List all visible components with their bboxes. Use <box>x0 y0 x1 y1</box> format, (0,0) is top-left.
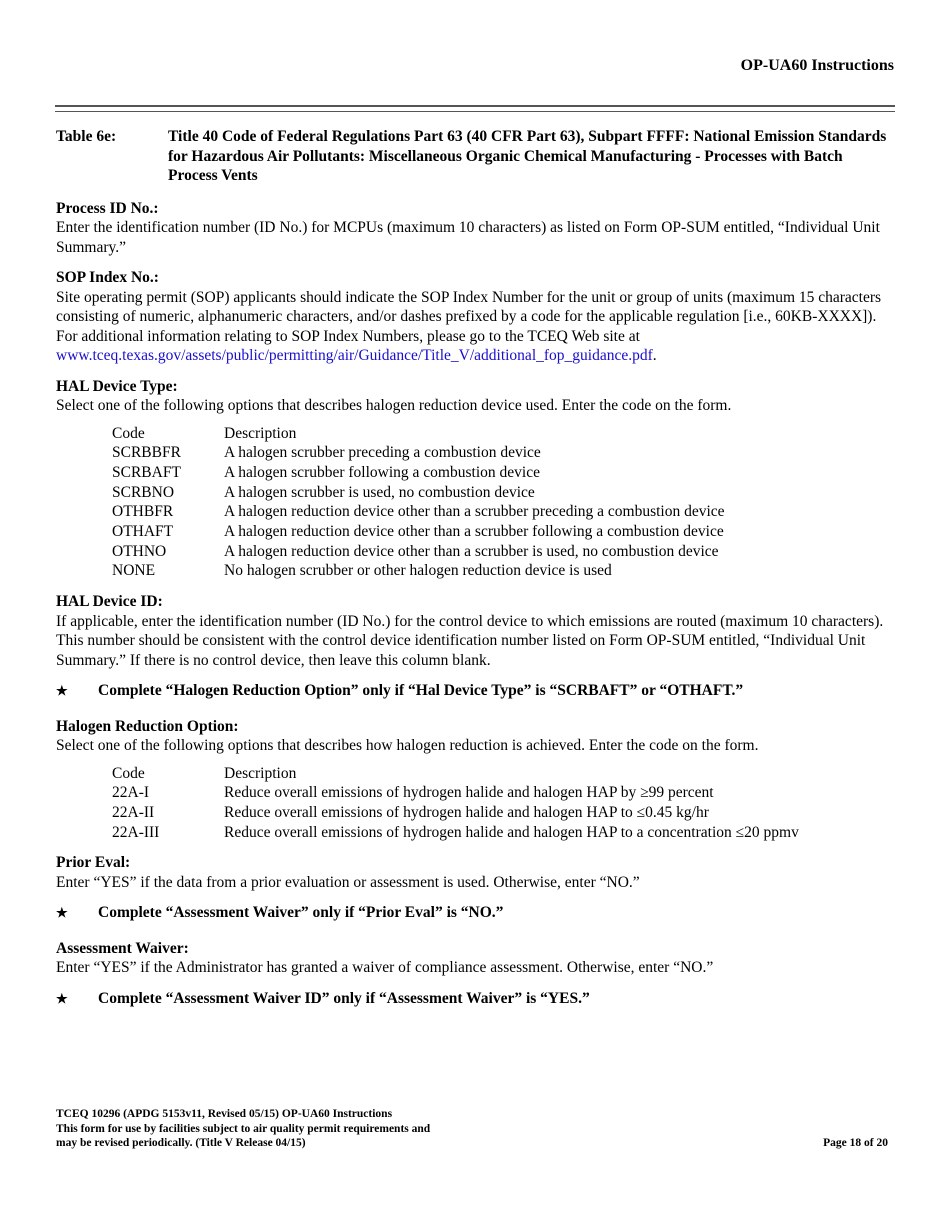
instruction-note <box>56 903 894 923</box>
instruction-note-text: Complete “Assessment Waiver” only if “Prior Eval” is “NO.” <box>98 904 504 922</box>
description: A halogen scrubber preceding a combustion device <box>224 444 541 462</box>
code-column-header: Code <box>112 424 145 442</box>
description: A halogen scrubber is used, no combustion device <box>224 483 535 501</box>
code-table-header <box>112 764 894 784</box>
page-number: Page 18 of 20 <box>823 1137 888 1149</box>
instruction-note-text: Complete “Halogen Reduction Option” only if “Hal Device Type” is “SCRBAFT” or “OTHAFT.” <box>98 682 744 700</box>
description: A halogen reduction device other than a scrubber is used, no combustion device <box>224 542 719 560</box>
hal-device-type-codes <box>112 424 894 582</box>
code-table-header <box>112 424 894 444</box>
footer-line: may be revised periodically. (Title V Release 04/15) <box>56 1137 306 1149</box>
halogen-reduction-title: Halogen Reduction Option: <box>56 717 239 735</box>
document-body <box>56 127 894 1024</box>
instruction-note-text: Complete “Assessment Waiver ID” only if “Assessment Waiver” is “YES.” <box>98 989 590 1007</box>
footer-form-info <box>56 1107 430 1151</box>
code: SCRBNO <box>112 483 175 501</box>
table-title <box>56 127 894 186</box>
prior-eval-title: Prior Eval: <box>56 854 131 872</box>
halogen-reduction-text: Select one of the following options that describes how halogen reduction is achieved. Enter the code on the form. <box>56 737 759 755</box>
sop-index-text <box>56 288 894 366</box>
code: OTHNO <box>112 542 167 560</box>
code-row <box>112 803 894 823</box>
process-id-text: Enter the identification number (ID No.) for MCPUs (maximum 10 characters) as listed on Form OP-SUM entitled, “Individual Unit Summary.” <box>56 219 880 256</box>
description: A halogen reduction device other than a scrubber preceding a combustion device <box>224 503 725 521</box>
code-row <box>112 783 894 803</box>
assessment-waiver-title: Assessment Waiver: <box>56 939 189 957</box>
assessment-waiver-section <box>56 939 894 978</box>
code: NONE <box>112 562 156 580</box>
sop-index-section <box>56 268 894 366</box>
code-row <box>112 823 894 843</box>
code: 22A-II <box>112 804 155 822</box>
hal-device-id-title: HAL Device ID: <box>56 593 163 611</box>
code-row <box>112 483 894 503</box>
description-column-header: Description <box>224 424 297 442</box>
hal-device-type-section <box>56 377 894 582</box>
description: A halogen scrubber following a combustion device <box>224 463 540 481</box>
code: SCRBAFT <box>112 463 181 481</box>
code-row <box>112 542 894 562</box>
table-heading: Title 40 Code of Federal Regulations Part 63 (40 CFR Part 63), Subpart FFFF: National Emission Standards for Hazardous Air Pollutants: Miscellaneous Organic Chemical Manufacturing - Processes with Batch Process Vents <box>168 128 887 184</box>
footer-line: This form for use by facilities subject to air quality permit requirements and <box>56 1122 431 1135</box>
assessment-waiver-text: Enter “YES” if the Administrator has granted a waiver of compliance assessment. Otherwise, enter “NO.” <box>56 959 714 977</box>
code: OTHBFR <box>112 503 174 521</box>
instruction-note <box>56 989 894 1009</box>
code-row <box>112 561 894 581</box>
description: Reduce overall emissions of hydrogen halide and halogen HAP to a concentration ≤20 ppmv <box>224 823 799 841</box>
halogen-reduction-codes <box>112 764 894 843</box>
hal-device-type-title: HAL Device Type: <box>56 377 178 395</box>
code-column-header: Code <box>112 764 145 782</box>
description: Reduce overall emissions of hydrogen halide and halogen HAP by ≥99 percent <box>224 784 714 802</box>
code-row <box>112 443 894 463</box>
sop-index-title: SOP Index No.: <box>56 269 159 286</box>
code-row <box>112 463 894 483</box>
code: SCRBBFR <box>112 444 181 462</box>
footer-line: TCEQ 10296 (APDG 5153v11, Revised 05/15) OP-UA60 Instructions <box>56 1108 393 1120</box>
code: 22A-I <box>112 784 150 802</box>
code: 22A-III <box>112 823 160 841</box>
halogen-reduction-section <box>56 717 894 843</box>
sop-index-period: . <box>652 347 657 364</box>
process-id-section <box>56 199 894 258</box>
code: OTHAFT <box>112 523 174 541</box>
process-id-title: Process ID No.: <box>56 199 159 217</box>
description: Reduce overall emissions of hydrogen halide and halogen HAP to ≤0.45 kg/hr <box>224 804 709 822</box>
code-row <box>112 502 894 522</box>
code-row <box>112 522 894 542</box>
header-rule <box>55 105 895 112</box>
prior-eval-section <box>56 853 894 892</box>
description: A halogen reduction device other than a scrubber following a combustion device <box>224 523 724 541</box>
hal-device-id-section <box>56 592 894 670</box>
star-icon: ★ <box>56 990 68 1006</box>
sop-index-body: Site operating permit (SOP) applicants should indicate the SOP Index Number for the unit or group of units (maximum 15 characters consisting of numeric, alphanumeric characters, and/or dashes prefixed by a code for the applicable regulation [i.e., 60KB-XXXX]). For additional information relating to SOP Index Numbers, please go to the TCEQ Web site at <box>56 288 882 345</box>
hal-device-type-text: Select one of the following options that describes halogen reduction device used. Enter the code on the form. <box>56 397 732 414</box>
star-icon: ★ <box>56 905 68 921</box>
header-title: OP-UA60 Instructions <box>740 57 894 74</box>
tceq-guidance-link[interactable]: www.tceq.texas.gov/assets/public/permitting/air/Guidance/Title_V/additional_fop_guidance.pdf <box>56 347 653 364</box>
description-column-header: Description <box>224 764 297 782</box>
star-icon: ★ <box>56 683 68 699</box>
hal-device-id-text: If applicable, enter the identification number (ID No.) for the control device to which emissions are routed (maximum 10 characters). This number should be consistent with the control device identification number listed on Form OP-SUM entitled, “Individual Unit Summary.” If there is no control device, then leave this column blank. <box>56 612 884 669</box>
description: No halogen scrubber or other halogen reduction device is used <box>224 562 612 580</box>
table-label: Table 6e: <box>56 128 117 145</box>
instruction-note <box>56 681 894 701</box>
prior-eval-text: Enter “YES” if the data from a prior evaluation or assessment is used. Otherwise, enter “NO.” <box>56 873 640 891</box>
